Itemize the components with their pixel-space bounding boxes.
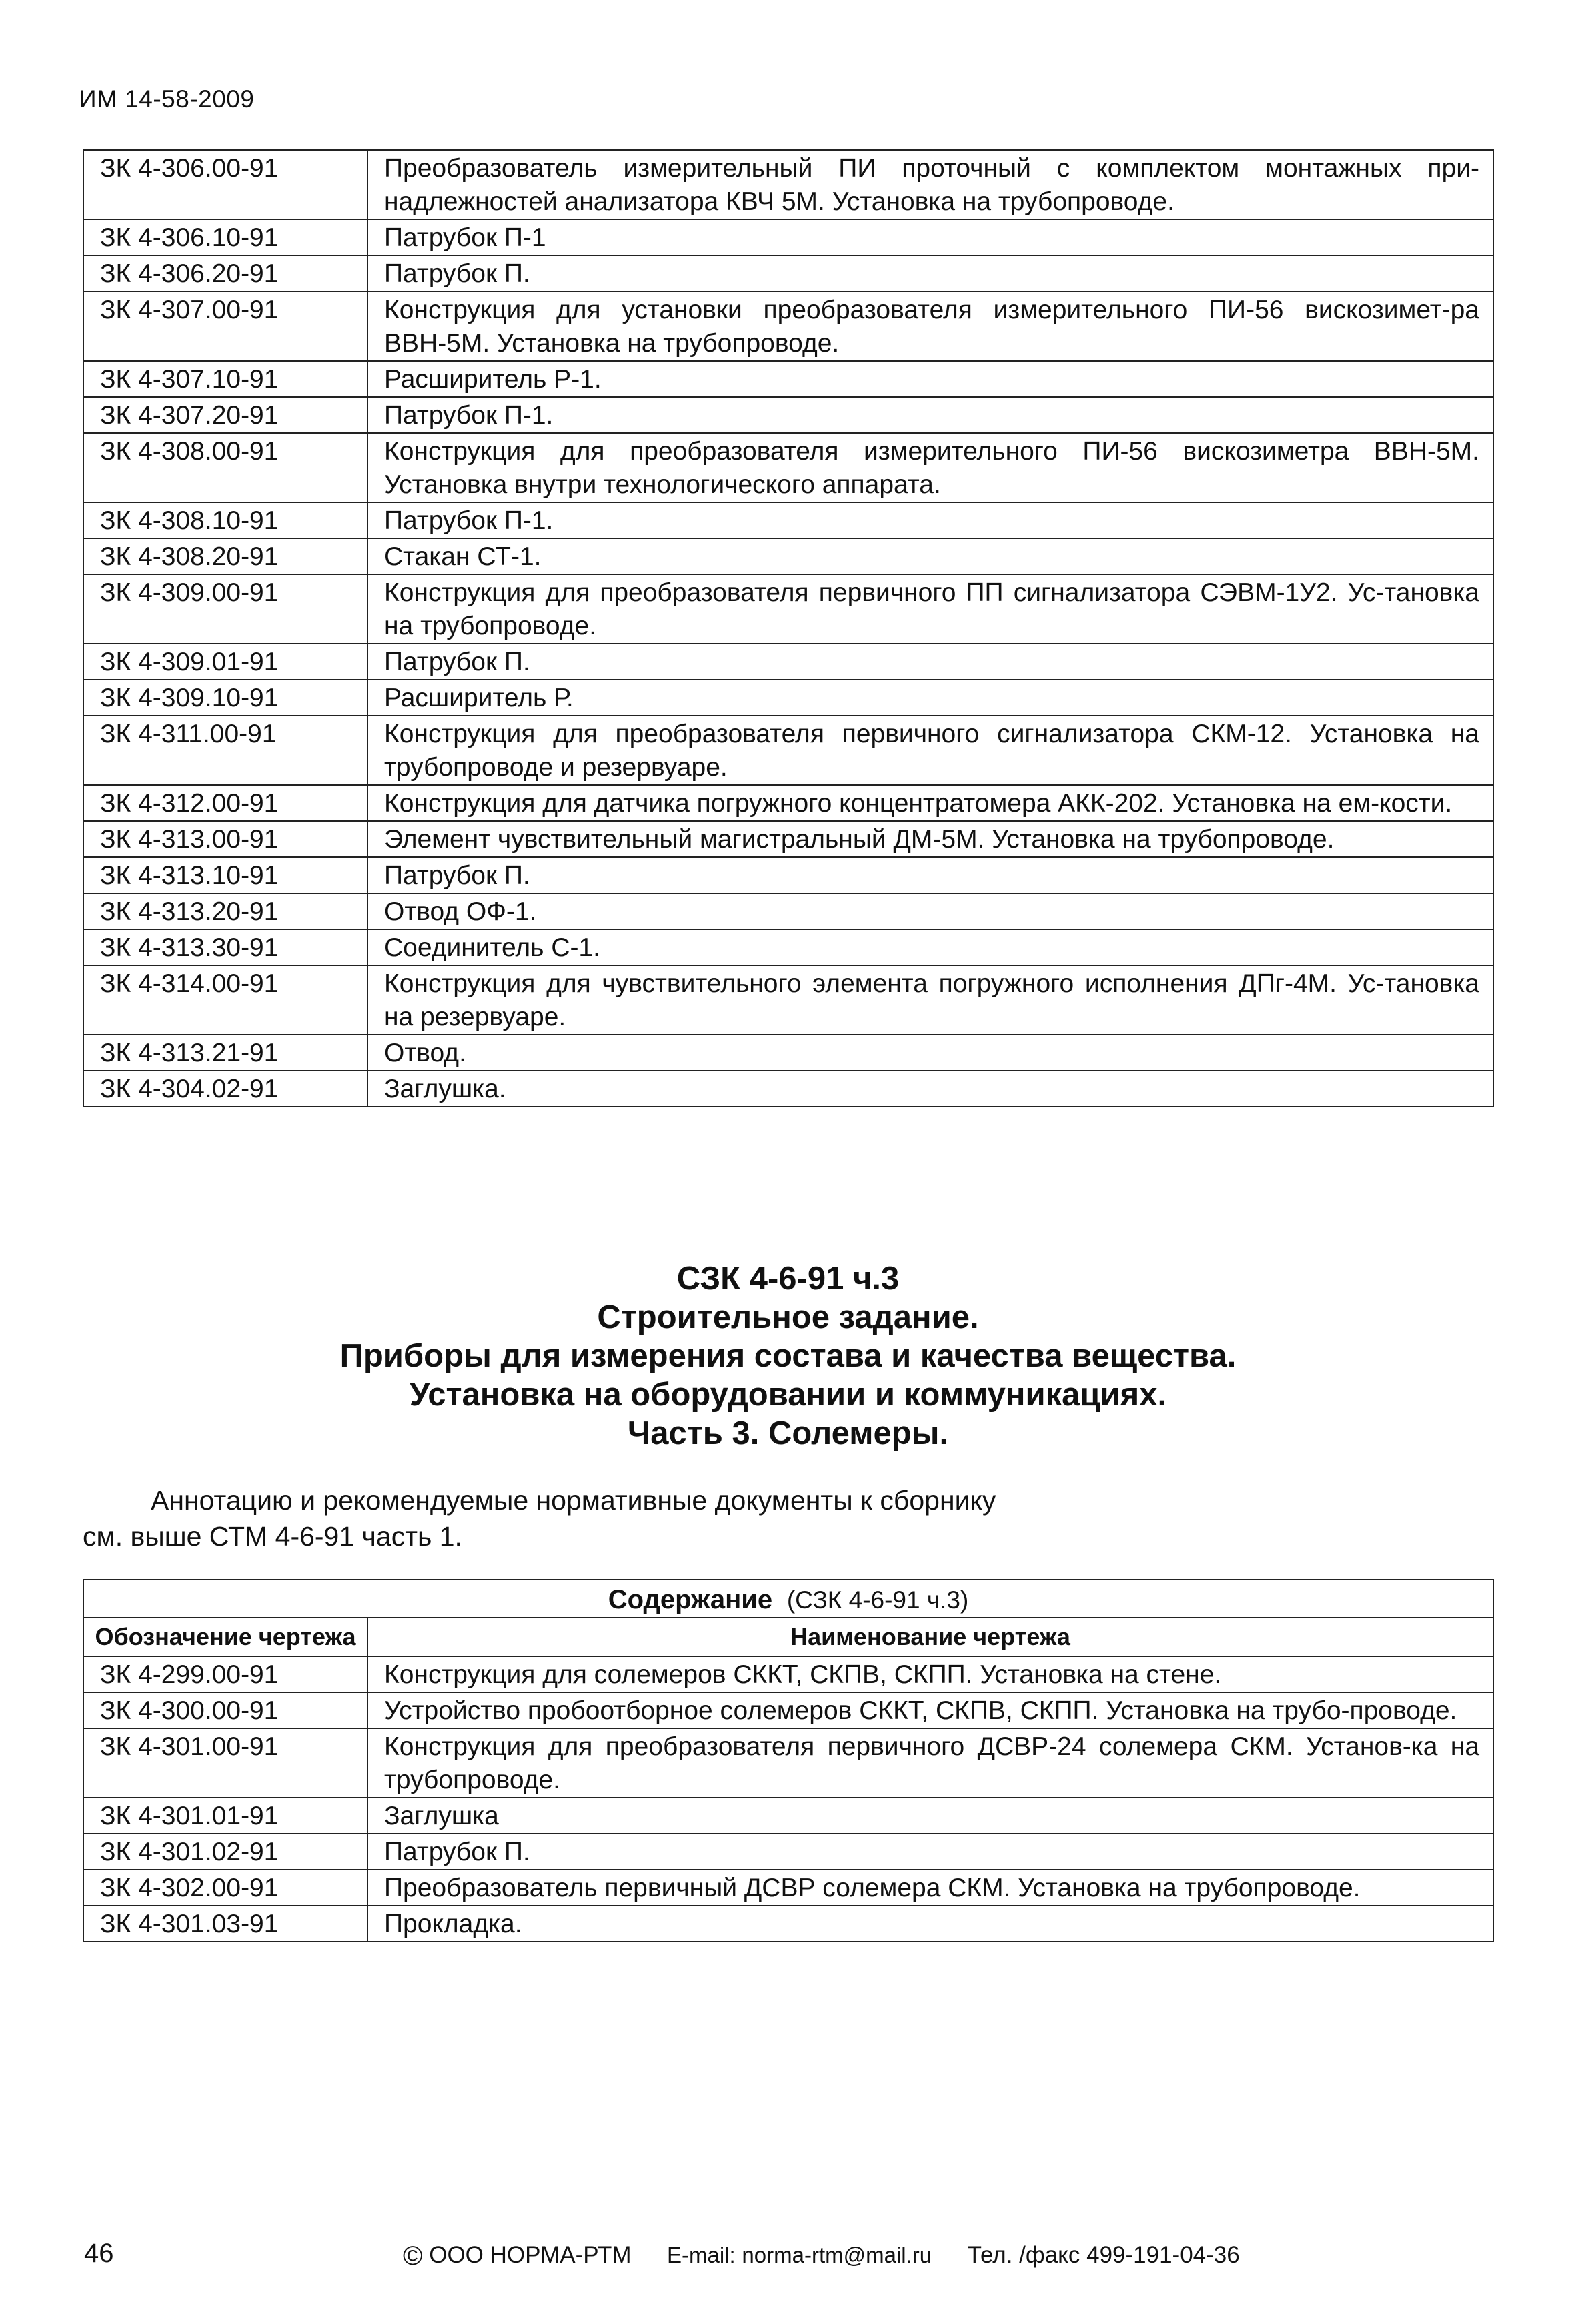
drawing-name-cell: Заглушка. [367,1071,1493,1107]
drawing-code-cell: ЗК 4-307.20-91 [83,397,367,433]
column-header-designation: Обозначение чертежа [83,1618,367,1656]
drawing-code-cell: ЗК 4-306.10-91 [83,219,367,255]
annotation-line: Аннотацию и рекомендуемые нормативные документы к сборнику [151,1485,996,1516]
phone-fax: Тел. /факс 499-191-04-36 [967,2242,1240,2268]
drawing-code-cell: ЗК 4-307.00-91 [83,292,367,361]
contents-caption-ref: (СЗК 4-6-91 ч.3) [786,1586,969,1614]
page-number: 46 [84,2239,114,2268]
drawings-table-part2 [83,149,1494,1107]
drawing-code-cell: ЗК 4-313.20-91 [83,893,367,929]
company-name: ООО НОРМА-РТМ [429,2242,632,2268]
drawing-name-cell: Конструкция для преобразователя измерительного ПИ-56 вискозиметра ВВН-5М. Установка внутри технологического аппарата. [367,433,1493,502]
table-row [83,502,1493,538]
drawing-name-cell: Устройство пробоотборное солемеров СККТ, СКПВ, СКПП. Установка на трубо-проводе. [367,1692,1493,1728]
drawing-name-cell: Преобразователь измерительный ПИ проточный с комплектом монтажных при-надлежностей анализатора КВЧ 5М. Установка на трубопроводе. [367,150,1493,219]
drawing-code-cell: ЗК 4-308.20-91 [83,538,367,574]
contents-table-body [83,1656,1493,1942]
drawing-name-cell: Стакан СТ-1. [367,538,1493,574]
drawing-code-cell: ЗК 4-301.02-91 [83,1834,367,1870]
drawing-name-cell: Патрубок П. [367,1834,1493,1870]
drawings-table-body [83,150,1493,1107]
table-row [83,1656,1493,1692]
table-row [83,255,1493,292]
drawing-name-cell: Заглушка [367,1798,1493,1834]
drawing-name-cell: Конструкция для преобразователя первичного ДСВР-24 солемера СКМ. Установ-ка на трубопроводе. [367,1728,1493,1798]
drawing-code-cell: ЗК 4-313.10-91 [83,857,367,893]
drawing-code-cell: ЗК 4-313.00-91 [83,821,367,857]
table-row [83,219,1493,255]
drawing-code-cell: ЗК 4-306.20-91 [83,255,367,292]
drawing-name-cell: Конструкция для установки преобразователя измерительного ПИ-56 вискозимет-ра ВВН-5М. Установка на трубопроводе. [367,292,1493,361]
drawing-code-cell: ЗК 4-301.03-91 [83,1906,367,1942]
drawing-name-cell: Элемент чувствительный магистральный ДМ-5М. Установка на трубопроводе. [367,821,1493,857]
drawing-code-cell: ЗК 4-309.00-91 [83,574,367,644]
table-row [83,433,1493,502]
contents-caption [83,1580,1493,1618]
drawing-name-cell: Патрубок П-1. [367,397,1493,433]
contents-header-row [83,1618,1493,1656]
drawing-code-cell: ЗК 4-309.10-91 [83,680,367,716]
section-title [0,1259,1576,1453]
drawing-name-cell: Конструкция для датчика погружного концентратомера АКК-202. Установка на ем-кости. [367,785,1493,821]
table-row [83,965,1493,1035]
drawing-name-cell: Отвод. [367,1035,1493,1071]
table-row [83,1071,1493,1107]
email-label: E-mail: [667,2243,736,2267]
drawing-name-cell: Патрубок П. [367,857,1493,893]
drawing-name-cell: Конструкция для преобразователя первичного сигнализатора СКМ-12. Установка на трубопроводе и резервуаре. [367,716,1493,785]
drawing-code-cell: ЗК 4-313.21-91 [83,1035,367,1071]
drawing-code-cell: ЗК 4-300.00-91 [83,1692,367,1728]
table-row [83,1906,1493,1942]
table-row [83,821,1493,857]
drawing-code-cell: ЗК 4-302.00-91 [83,1870,367,1906]
copyright-icon: © [403,2241,423,2271]
drawing-code-cell: ЗК 4-301.01-91 [83,1798,367,1834]
email-link[interactable]: norma-rtm@mail.ru [742,2243,932,2267]
table-row [83,1870,1493,1906]
table-row [83,1692,1493,1728]
contents-table [83,1579,1494,1942]
drawing-code-cell: ЗК 4-307.10-91 [83,361,367,397]
drawing-code-cell: ЗК 4-308.10-91 [83,502,367,538]
section-installation: Установка на оборудовании и коммуникациях. [409,1377,1167,1413]
table-row [83,1834,1493,1870]
section-subtitle: Строительное задание. [597,1299,979,1335]
table-row [83,644,1493,680]
annotation-line: см. выше СТМ 4-6-91 часть 1. [83,1521,462,1552]
section-code: СЗК 4-6-91 ч.3 [676,1261,900,1297]
table-row [83,574,1493,644]
drawing-name-cell: Патрубок П. [367,644,1493,680]
drawing-code-cell: ЗК 4-313.30-91 [83,929,367,965]
section-description: Приборы для измерения состава и качества вещества. [339,1338,1237,1374]
drawing-name-cell: Преобразователь первичный ДСВР солемера СКМ. Установка на трубопроводе. [367,1870,1493,1906]
table-row [83,538,1493,574]
column-header-drawing-name: Наименование чертежа [367,1618,1493,1656]
table-row [83,397,1493,433]
annotation-text [83,1482,1217,1554]
table-row [83,1798,1493,1834]
drawing-code-cell: ЗК 4-312.00-91 [83,785,367,821]
drawing-name-cell: Конструкция для солемеров СККТ, СКПВ, СКПП. Установка на стене. [367,1656,1493,1692]
table-row [83,857,1493,893]
copyright-line [403,2241,1240,2271]
table-row [83,680,1493,716]
document-code-header: ИМ 14-58-2009 [79,85,255,113]
drawing-name-cell: Патрубок П-1. [367,502,1493,538]
drawing-name-cell: Патрубок П-1 [367,219,1493,255]
drawing-code-cell: ЗК 4-308.00-91 [83,433,367,502]
drawing-code-cell: ЗК 4-309.01-91 [83,644,367,680]
drawing-code-cell: ЗК 4-311.00-91 [83,716,367,785]
drawing-code-cell: ЗК 4-314.00-91 [83,965,367,1035]
table-row [83,1035,1493,1071]
contents-caption-row [83,1580,1493,1618]
drawing-name-cell: Прокладка. [367,1906,1493,1942]
drawing-name-cell: Отвод ОФ-1. [367,893,1493,929]
table-row [83,893,1493,929]
table-row [83,716,1493,785]
drawing-name-cell: Расширитель Р-1. [367,361,1493,397]
drawing-code-cell: ЗК 4-299.00-91 [83,1656,367,1692]
drawing-name-cell: Конструкция для чувствительного элемента погружного исполнения ДПг-4М. Ус-тановка на резервуаре. [367,965,1493,1035]
table-row [83,292,1493,361]
contents-caption-title: Содержание [608,1585,773,1614]
drawing-name-cell: Конструкция для преобразователя первичного ПП сигнализатора СЭВМ-1У2. Ус-тановка на трубопроводе. [367,574,1493,644]
section-part: Часть 3. Солемеры. [627,1415,949,1451]
drawing-code-cell: ЗК 4-306.00-91 [83,150,367,219]
table-row [83,1728,1493,1798]
table-row [83,150,1493,219]
table-row [83,929,1493,965]
drawing-name-cell: Соединитель С-1. [367,929,1493,965]
table-row [83,785,1493,821]
drawing-name-cell: Патрубок П. [367,255,1493,292]
drawing-code-cell: ЗК 4-301.00-91 [83,1728,367,1798]
drawing-code-cell: ЗК 4-304.02-91 [83,1071,367,1107]
drawing-name-cell: Расширитель Р. [367,680,1493,716]
table-row [83,361,1493,397]
